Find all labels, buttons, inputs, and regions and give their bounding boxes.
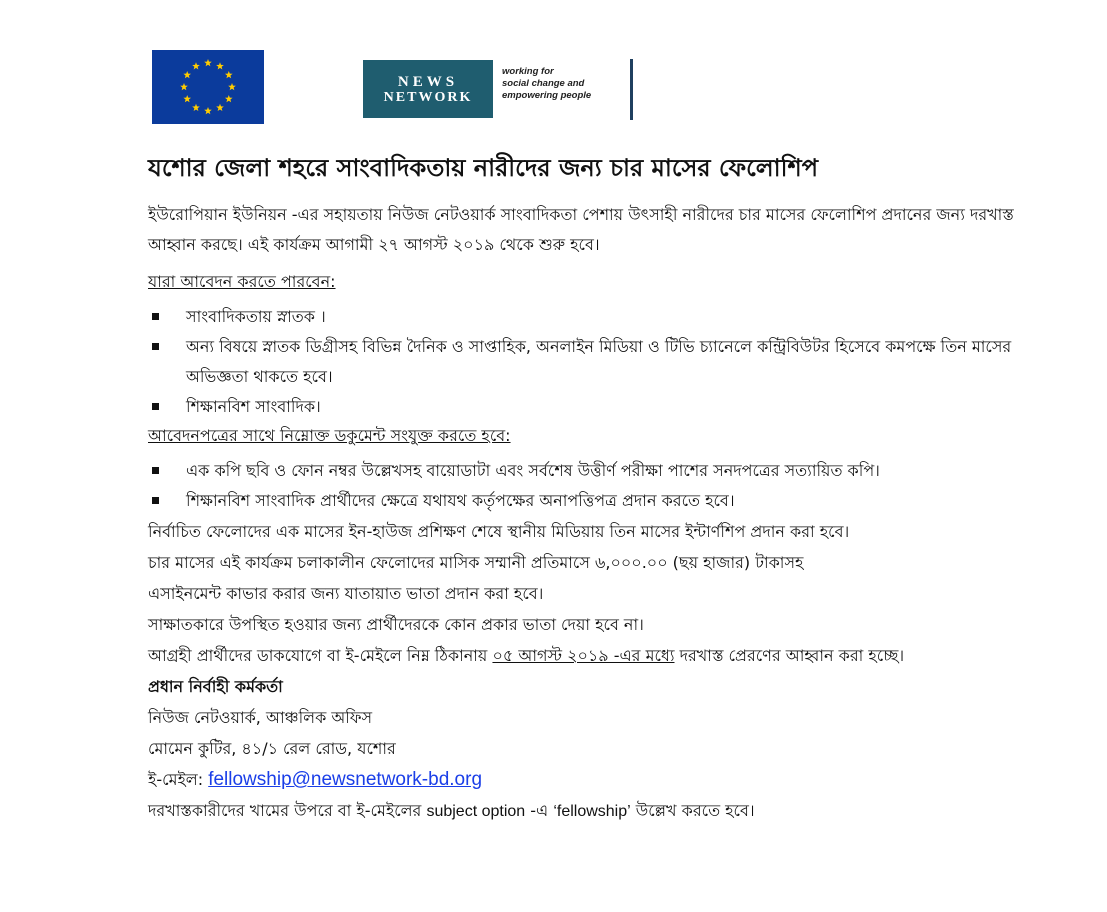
eu-star-icon — [225, 71, 233, 78]
logo-line-news: NEWS — [397, 74, 459, 90]
eu-star-icon — [192, 104, 200, 111]
eligibility-list — [148, 302, 1028, 422]
list-item-text: শিক্ষানবিশ সাংবাদিক। — [186, 397, 321, 416]
eu-star-icon — [180, 83, 188, 90]
tagline-line: working for — [502, 66, 554, 77]
contact-org: নিউজ নেটওয়ার্ক, আঞ্চলিক অফিস — [148, 708, 373, 727]
eu-flag-icon — [152, 50, 264, 124]
list-item — [148, 332, 1028, 392]
tagline-line: social change and — [502, 78, 585, 89]
footer-text: দরখাস্তকারীদের খামের উপরে বা ই-মেইলের — [148, 801, 427, 820]
body-paragraph: নির্বাচিত ফেলোদের এক মাসের ইন-হাউজ প্রশিক্ষণ শেষে স্থানীয় মিডিয়ায় তিন মাসের ইন্টার্ণশিপ প্রদান করা হবে। — [148, 522, 850, 541]
eligibility-heading: যারা আবেদন করতে পারবেন: — [148, 272, 336, 291]
eu-star-icon — [192, 62, 200, 69]
notice-document — [148, 150, 1028, 827]
deadline-text: আগ্রহী প্রার্থীদের ডাকযোগে বা ই-মেইলে নিম্ন ঠিকানায় — [148, 646, 493, 665]
bullet-icon — [152, 403, 159, 410]
bullet-icon — [152, 313, 159, 320]
contact-email-line — [148, 764, 1028, 795]
notice-title: যশোর জেলা শহরে সাংবাদিকতায় নারীদের জন্য চার মাসের ফেলোশিপ — [148, 154, 818, 182]
list-item — [148, 486, 1028, 516]
deadline-date: ০৫ আগস্ট ২০১৯ -এর মধ্যে — [492, 646, 675, 665]
eu-star-icon — [183, 95, 191, 102]
list-item — [148, 302, 1028, 332]
documents-heading: আবেদনপত্রের সাথে নিম্নোক্ত ডকুমেন্ট সংযুক্ত করতে হবে: — [148, 426, 511, 445]
contact-address: মোমেন কুটির, ৪১/১ রেল রোড, যশোর — [148, 739, 396, 758]
eu-star-icon — [204, 107, 212, 114]
email-link[interactable]: fellowship@newsnetwork-bd.org — [208, 769, 483, 790]
eu-star-icon — [204, 59, 212, 66]
footer-text: উল্লেখ করতে হবে। — [630, 801, 755, 820]
body-paragraph: সাক্ষাতকারে উপস্থিত হওয়ার জন্য প্রার্থীদেরকে কোন প্রকার ভাতা দেয়া হবে না। — [148, 615, 644, 634]
eu-star-icon — [183, 71, 191, 78]
bullet-icon — [152, 343, 159, 350]
eu-star-icon — [228, 83, 236, 90]
bullet-icon — [152, 497, 159, 504]
list-item-text: অন্য বিষয়ে স্নাতক ডিগ্রীসহ বিভিন্ন দৈনিক ও সাপ্তাহিক, অনলাইন মিডিয়া ও টিভি চ্যানেলে কন্ট্রিবিউটর হিসেবে কমপক্ষে তিন মাসের অভিজ্ঞতা থাকতে হবে। — [186, 337, 1012, 386]
list-item-text: শিক্ষানবিশ সাংবাদিক প্রার্থীদের ক্ষেত্রে যথাযথ কর্তৃপক্ষের অনাপত্তিপত্র প্রদান করতে হবে। — [186, 491, 735, 510]
deadline-text: দরখাস্ত প্রেরণের আহ্বান করা হচ্ছে। — [674, 646, 905, 665]
contact-designation: প্রধান নির্বাহী কর্মকর্তা — [148, 677, 283, 696]
eu-star-icon — [216, 62, 224, 69]
deadline-paragraph — [148, 640, 1028, 671]
eu-star-icon — [225, 95, 233, 102]
email-label: ই-মেইল: — [148, 770, 209, 789]
documents-list — [148, 456, 1028, 516]
body-paragraph: চার মাসের এই কার্যক্রম চলাকালীন ফেলোদের মাসিক সম্মানী প্রতিমাসে ৬,০০০.০০ (ছয় হাজার) টাকাসহ — [148, 553, 804, 572]
list-item — [148, 456, 1028, 486]
news-network-logo — [363, 60, 493, 118]
list-item-text: এক কপি ছবি ও ফোন নম্বর উল্লেখসহ বায়োডাটা এবং সর্বশেষ উত্তীর্ণ পরীক্ষা পাশের সনদপত্রের সত্যায়িত কপি। — [186, 461, 880, 480]
eu-star-icon — [216, 104, 224, 111]
list-item-text: সাংবাদিকতায় স্নাতক । — [186, 307, 326, 326]
logo-row — [152, 50, 652, 126]
tagline-line: empowering people — [502, 90, 592, 101]
footer-keyword: ‘fellowship’ — [553, 803, 631, 820]
intro-paragraph: ইউরোপিয়ান ইউনিয়ন -এর সহায়তায় নিউজ নেটওয়ার্ক সাংবাদিকতা পেশায় উৎসাহী নারীদের চার মাসের ফেলোশিপ প্রদানের জন্য দরখাস্ত আহ্বান করছে। এই কার্যক্রম আগামী ২৭ আগস্ট ২০১৯ থেকে শুরু হবে। — [148, 205, 1014, 254]
footer-text: -এ — [525, 801, 554, 820]
logo-divider — [630, 59, 633, 120]
logo-line-network: NETWORK — [383, 90, 473, 105]
list-item — [148, 392, 1028, 422]
body-paragraph: এসাইনমেন্ট কাভার করার জন্য যাতায়াত ভাতা প্রদান করা হবে। — [148, 584, 544, 603]
bullet-icon — [152, 467, 159, 474]
footer-subject: subject option — [426, 803, 526, 820]
footer-note — [148, 795, 1028, 827]
logo-tagline — [502, 66, 622, 102]
